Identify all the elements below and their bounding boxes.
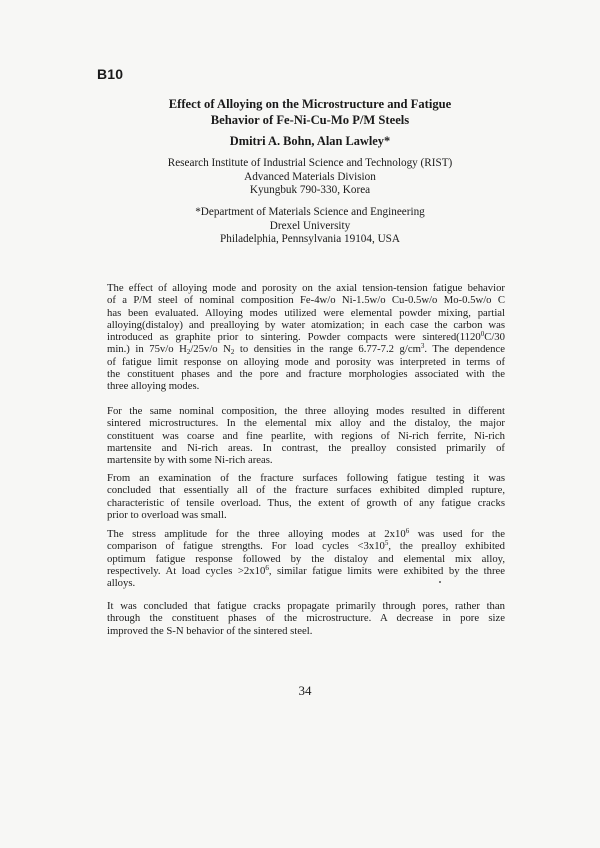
text-line: characteristic of tensile overload. Thus, the extent of growth of any fatigue cracks: [107, 496, 505, 509]
text-line: [107, 565, 505, 577]
text-span: , the prealloy exhibited: [388, 540, 505, 553]
body-paragraph-5: [107, 600, 505, 637]
text-line: [107, 540, 505, 552]
text-line: concluded that essentially all of the fracture surfaces exhibited dimpled rupture,: [107, 484, 505, 497]
text-line: improved the S-N behavior of the sintered steel.: [107, 624, 313, 637]
text-line: martensite by with some Ni-rich areas.: [107, 454, 273, 467]
text-span: was used for the: [409, 528, 505, 540]
text-line: The effect of alloying mode and porosity on the axial tension-tension fatigue behavior: [107, 282, 505, 294]
text-line: sintered microstructures. In the elemental mix alloy and the distaloy, the major: [107, 417, 505, 430]
paper-title: [100, 96, 520, 128]
abstract-paragraph-1: [107, 282, 505, 393]
text-line: the constituent phases and the pore and fracture morphologies associated with the: [107, 368, 505, 381]
text-line: [107, 528, 505, 540]
affiliation-1: [100, 157, 520, 198]
text-line: of a P/M steel of nominal composition Fe-4w/o Ni-1.5w/o Cu-0.5w/o Mo-0.5w/o C: [107, 294, 505, 307]
affiliation-2: [100, 206, 520, 247]
title-line-2: Behavior of Fe-Ni-Cu-Mo P/M Steels: [210, 113, 410, 127]
affiliation-line: Research Institute of Industrial Science and Technology (RIST): [167, 157, 453, 169]
affiliation-line: Drexel University: [269, 219, 351, 232]
text-span: . The dependence: [424, 343, 505, 356]
text-span: comparison of fatigue strengths. For load cycles <3x10: [107, 540, 385, 553]
affiliation-line: Kyungbuk 790-330, Korea: [249, 184, 371, 197]
text-line: For the same nominal composition, the three alloying modes resulted in different: [107, 405, 505, 417]
text-line: constituent was coarse and fine pearlite, with regions of Ni-rich ferrite, Ni-rich: [107, 429, 505, 442]
scan-speck: [439, 581, 441, 583]
body-paragraph-2: [107, 405, 505, 466]
text-span: respectively. At load cycles >2x10: [107, 564, 266, 577]
text-line: alloying(distaloy) and prealloying by water atomization; in each case the carbon was: [107, 318, 505, 331]
affiliation-line: Philadelphia, Pennsylvania 19104, USA: [220, 233, 400, 246]
superscript: 5: [384, 539, 389, 548]
text-line: has been evaluated. Alloying modes utilized were elemental powder mixing, partial: [107, 306, 505, 319]
superscript: 3: [420, 342, 425, 351]
text-line: through the constituent phases of the microstructure. A decrease in pore size: [107, 612, 505, 625]
superscript: 6: [265, 563, 269, 572]
text-span: /25v/o N: [190, 343, 231, 356]
subscript: 2: [186, 348, 191, 357]
text-span: The stress amplitude for the three alloying modes at 2x10: [107, 528, 406, 540]
affiliation-line: *Department of Materials Science and Engineering: [195, 206, 425, 218]
text-span: C/30: [484, 331, 505, 344]
text-line: It was concluded that fatigue cracks propagate primarily through pores, rather than: [107, 600, 505, 612]
text-line: alloys.: [107, 577, 136, 590]
text-line: [107, 343, 505, 355]
text-line: prior to overload was small.: [107, 508, 227, 521]
title-line-1: Effect of Alloying on the Microstructure and Fatigue: [168, 97, 452, 111]
text-line: three alloying modes.: [107, 380, 200, 393]
text-line: [107, 331, 505, 343]
superscript: 6: [405, 527, 410, 535]
text-line: optimum fatigue response followed by the distaloy and elemental mix alloy,: [107, 552, 505, 565]
text-line: of fatigue limit response on alloying mode and porosity was interpreted in terms of: [107, 355, 505, 368]
body-paragraph-3: [107, 472, 505, 521]
body-paragraph-4: [107, 528, 505, 589]
subscript: 2: [230, 348, 235, 357]
text-line: martensite and Ni-rich areas. In contrast, the prealloy consisted primarily of: [107, 441, 505, 454]
paper-code: B10: [97, 66, 124, 82]
affiliation-line: Advanced Materials Division: [244, 170, 376, 183]
authors: Dmitri A. Bohn, Alan Lawley*: [229, 134, 391, 148]
text-span: introduced as graphite prior to sintering. Powder compacts were sintered(1120: [107, 331, 481, 344]
text-span: , similar fatigue limits were exhibited by the three: [268, 564, 506, 577]
text-line: From an examination of the fracture surfaces following fatigue testing it was: [107, 472, 505, 484]
text-span: to densities in the range 6.77-7.2 g/cm: [234, 343, 421, 356]
text-span: min.) in 75v/o H: [107, 343, 187, 356]
page-number: 34: [298, 683, 312, 698]
superscript: 0: [480, 330, 485, 339]
